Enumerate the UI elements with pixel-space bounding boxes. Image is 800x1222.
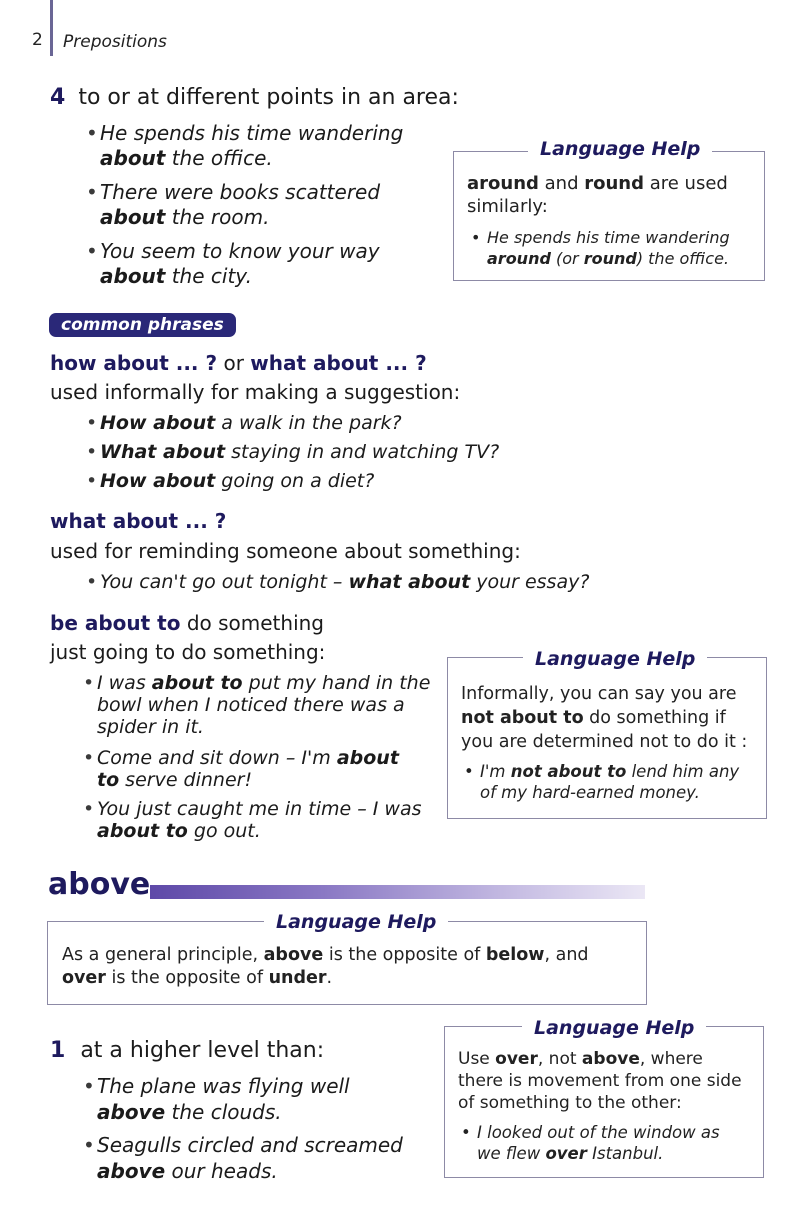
language-help-example: • He spends his time wandering around (or round) the office. bbox=[471, 228, 730, 268]
phrase-definition: used informally for making a suggestion: bbox=[50, 380, 461, 404]
common-phrases-label: common phrases bbox=[49, 313, 236, 337]
page-number: 2 bbox=[32, 30, 43, 50]
page-title: Prepositions bbox=[63, 32, 167, 52]
example: • Come and sit down – I'm about to serve dinner! bbox=[83, 747, 399, 791]
sense-definition: to or at different points in an area: bbox=[78, 85, 459, 110]
language-help-text: As a general principle, above is the opposite of below, and over is the opposite of under. bbox=[62, 945, 589, 988]
language-help-example: • I'm not about to lend him any of my hard-earned money. bbox=[464, 762, 740, 802]
language-help-text: around and round are used similarly: bbox=[467, 173, 728, 217]
header-rule bbox=[50, 0, 53, 56]
example: • You can't go out tonight – what about your essay? bbox=[86, 571, 590, 593]
sense-1 bbox=[50, 1038, 324, 1063]
example: • You seem to know your way about the city. bbox=[86, 239, 380, 288]
language-help-title: Language Help bbox=[523, 648, 707, 670]
phrase-heading: what about ... ? bbox=[50, 509, 227, 533]
language-help-title: Language Help bbox=[528, 138, 712, 160]
language-help-text: Use over, not above, where there is movement from one side of something to the other: bbox=[458, 1049, 742, 1113]
example: • Seagulls circled and screamed above our heads. bbox=[83, 1133, 403, 1183]
example: • I was about to put my hand in the bowl when I noticed there was a spider in it. bbox=[83, 672, 431, 738]
phrase-heading: be about to do something bbox=[50, 611, 325, 635]
headword-rule bbox=[150, 885, 645, 899]
sense-definition: at a higher level than: bbox=[80, 1038, 325, 1063]
example: • The plane was flying well above the clouds. bbox=[83, 1074, 350, 1124]
phrase-definition: just going to do something: bbox=[50, 640, 326, 664]
language-help-title: Language Help bbox=[264, 911, 448, 933]
example: • You just caught me in time – I was about to go out. bbox=[83, 798, 422, 842]
sense-number: 4 bbox=[50, 85, 66, 110]
phrase-heading: how about ... ? or what about ... ? bbox=[50, 351, 427, 375]
language-help-example: • I looked out of the window as we flew over Istanbul. bbox=[461, 1123, 720, 1163]
phrase-definition: used for reminding someone about something: bbox=[50, 539, 521, 563]
example: • There were books scattered about the room. bbox=[86, 180, 381, 229]
headword: above bbox=[48, 867, 151, 902]
language-help-text: Informally, you can say you are not about to do something if you are determined not to do it : bbox=[461, 684, 748, 752]
sense-4 bbox=[50, 85, 459, 110]
example: • He spends his time wandering about the office. bbox=[86, 121, 404, 170]
language-help-title: Language Help bbox=[522, 1017, 706, 1039]
sense-number: 1 bbox=[50, 1038, 66, 1063]
example: • How about a walk in the park? • What about staying in and watching TV? • How about going on a diet? bbox=[86, 412, 500, 492]
page-header bbox=[32, 30, 43, 56]
